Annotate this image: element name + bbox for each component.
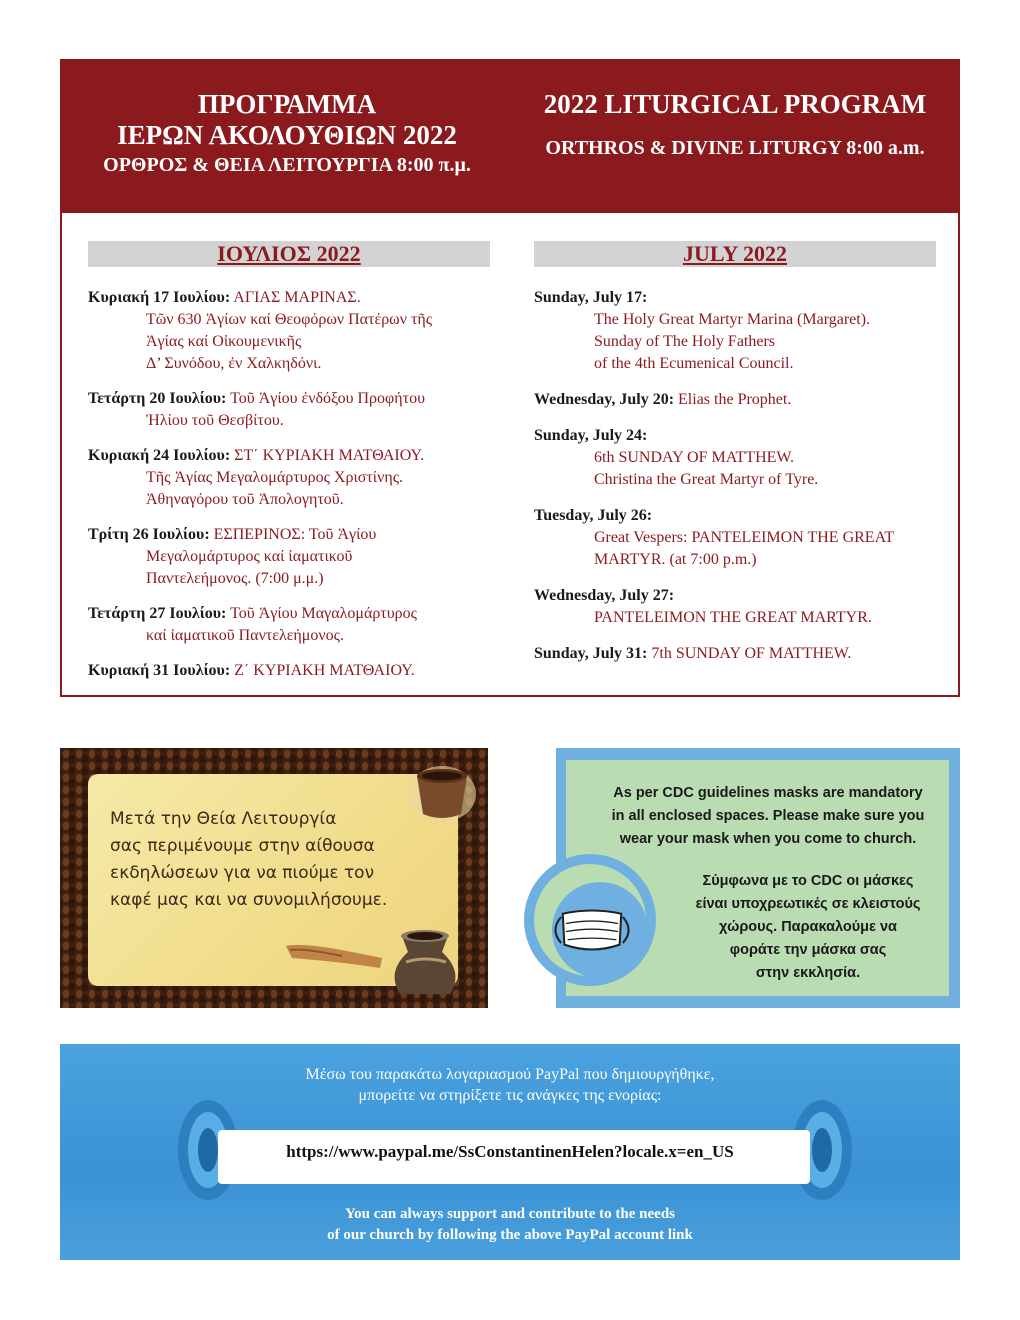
coffee-text-line: Μετά την Θεία Λειτουργία [110, 809, 337, 829]
entry-line: καί ἰαματικοῦ Παντελεήμονος. [146, 627, 344, 644]
entry-day: Τρίτη 26 Ιουλίου: [88, 526, 210, 543]
entry-line: Great Vespers: PANTELEIMON THE GREAT [594, 529, 895, 546]
entry-day: Κυριακή 17 Ιουλίου: [88, 289, 231, 306]
coffee-invitation-text [110, 806, 400, 914]
entry-line: Ἁγίας καί Οἰκουμενικῆς [146, 333, 302, 350]
entry-event: ΑΓΙΑΣ ΜΑΡΙΝΑΣ. [233, 289, 361, 306]
entry-line: Sunday of The Holy Fathers [594, 333, 776, 350]
paypal-greek-text [60, 1064, 960, 1106]
english-month-heading: JULY 2022 [534, 241, 936, 267]
schedule-entry [88, 603, 498, 647]
entry-day: Sunday, July 24: [534, 427, 648, 444]
schedule-entry [88, 524, 498, 590]
schedule-entry [88, 660, 498, 682]
entry-event: Τοῦ Ἁγίου Μαγαλομάρτυρος [230, 605, 417, 622]
greek-subtitle: ΟΡΘΡΟΣ & ΘΕΙΑ ΛΕΙΤΟΥΡΓΙΑ 8:00 π.μ. [103, 154, 471, 176]
entry-line: MARTYR. (at 7:00 p.m.) [594, 551, 757, 568]
english-subtitle: ORTHROS & DIVINE LITURGY 8:00 a.m. [545, 137, 925, 159]
cdc-english-line: wear your mask when you come to church. [619, 831, 917, 847]
mask-badge [524, 854, 656, 986]
coffee-text-line: εκδηλώσεων για να πιούμε τον [110, 863, 375, 883]
greek-month-heading: ΙΟΥΛΙΟΣ 2022 [88, 241, 490, 267]
schedule-entry [534, 287, 944, 375]
english-title: 2022 LITURGICAL PROGRAM [543, 89, 927, 119]
english-schedule-list [534, 287, 944, 679]
schedule-entry [534, 505, 944, 571]
entry-line: Ἀθηναγόρου τοῦ Ἀπολογητοῦ. [146, 491, 344, 508]
schedule-entry [534, 643, 944, 665]
cdc-greek-line: είναι υποχρεωτικές σε κλειστούς [695, 896, 921, 912]
entry-line: PANTELEIMON THE GREAT MARTYR. [594, 609, 872, 626]
schedule-entry [534, 585, 944, 629]
entry-line: Παντελεήμονος. (7:00 μ.μ.) [146, 570, 324, 587]
schedule-entry [88, 388, 498, 432]
entry-day: Wednesday, July 27: [534, 587, 675, 604]
schedule-entry [88, 287, 498, 375]
paypal-greek-line: μπορείτε να στηρίξετε τις ανάγκες της ενορίας: [358, 1087, 662, 1104]
paypal-english-line: You can always support and contribute to the needs [344, 1206, 676, 1222]
entry-day: Κυριακή 31 Ιουλίου: [88, 662, 231, 679]
paypal-link[interactable]: https://www.paypal.me/SsConstantinenHelen?locale.x=en_US [286, 1142, 734, 1161]
entry-day: Sunday, July 17: [534, 289, 648, 306]
english-header [510, 61, 960, 213]
face-mask-icon [546, 904, 638, 956]
entry-day: Tuesday, July 26: [534, 507, 653, 524]
cdc-english-text [588, 782, 948, 851]
cdc-greek-text [678, 870, 938, 985]
schedule-entry [534, 389, 944, 411]
entry-event: Ζ΄ ΚΥΡΙΑΚΗ ΜΑΤΘΑΙΟΥ. [234, 662, 415, 679]
entry-line: 6th SUNDAY OF MATTHEW. [594, 449, 795, 466]
entry-day: Τετάρτη 20 Ιουλίου: [88, 390, 227, 407]
entry-event: 7th SUNDAY OF MATTHEW. [651, 645, 852, 662]
entry-line: Τῆς Ἁγίας Μεγαλομάρτυρος Χριστίνης. [146, 469, 404, 486]
mask-badge-core [552, 882, 648, 978]
cdc-english-line: As per CDC guidelines masks are mandatory [613, 785, 923, 801]
schedule-entry [534, 425, 944, 491]
coffee-hour-card [60, 748, 488, 1008]
liturgical-program-panel [60, 59, 960, 697]
coffee-cup-icon [403, 754, 481, 824]
cdc-greek-line: φοράτε την μάσκα σας [729, 942, 887, 958]
entry-line: Τῶν 630 Ἁγίων καί Θεοφόρων Πατέρων τῆς [146, 311, 433, 328]
entry-line: Christina the Great Martyr of Tyre. [594, 471, 819, 488]
greek-title-line1: ΠΡΟΓΡΑΜΜΑ [197, 89, 377, 119]
entry-line: Μεγαλομάρτυρος καί ἰαματικοῦ [146, 548, 353, 565]
greek-schedule-list [88, 287, 498, 695]
entry-line: Ἠλίου τοῦ Θεσβίτου. [146, 412, 284, 429]
coffee-pot-icon [282, 916, 470, 1000]
entry-event: ΣΤ΄ ΚΥΡΙΑΚΗ ΜΑΤΘΑΙΟΥ. [234, 447, 425, 464]
entry-event: Elias the Prophet. [678, 391, 792, 408]
entry-line: The Holy Great Martyr Marina (Margaret). [594, 311, 871, 328]
entry-event: Τοῦ Ἁγίου ἐνδόξου Προφήτου [230, 390, 425, 407]
paypal-greek-line: Μέσω του παρακάτω λογαριασμού PayPal που δημιουργήθηκε, [305, 1066, 715, 1083]
entry-day: Wednesday, July 20: [534, 391, 675, 408]
entry-day: Τετάρτη 27 Ιουλίου: [88, 605, 227, 622]
entry-event: ΕΣΠΕΡΙΝΟΣ: Τοῦ Ἁγίου [213, 526, 377, 543]
greek-title-line2: ΙΕΡΩΝ ΑΚΟΛΟΥΘΙΩΝ 2022 [117, 120, 457, 150]
mask-badge-ring [534, 864, 646, 976]
cdc-greek-line: Σύμφωνα με το CDC οι μάσκες [702, 873, 914, 889]
entry-day: Sunday, July 31: [534, 645, 648, 662]
coffee-text-line: καφέ μας και να συνομιλήσουμε. [110, 890, 388, 910]
cdc-greek-line: στην εκκλησία. [755, 965, 861, 981]
greek-header [62, 61, 512, 213]
coffee-text-line: σας περιμένουμε στην αίθουσα [110, 836, 375, 856]
entry-line: of the 4th Ecumenical Council. [594, 355, 794, 372]
paypal-english-line: of our church by following the above PayPal account link [327, 1227, 693, 1243]
entry-line: Δ’ Συνόδου, ἐν Χαλκηδόνι. [146, 355, 322, 372]
program-banner [62, 61, 958, 213]
paypal-english-text [60, 1204, 960, 1246]
cdc-greek-line: χώρους. Παρακαλούμε να [719, 919, 897, 935]
cdc-english-line: in all enclosed spaces. Please make sure you [611, 808, 925, 824]
schedule-entry [88, 445, 498, 511]
paypal-support-banner [60, 1044, 960, 1260]
entry-day: Κυριακή 24 Ιουλίου: [88, 447, 231, 464]
